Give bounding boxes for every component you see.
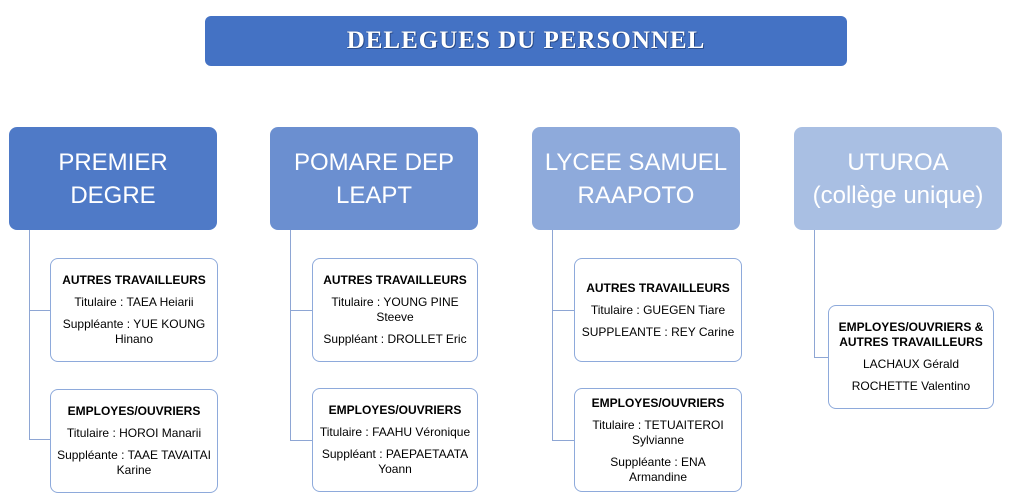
card-title: AUTRES TRAVAILLEURS — [62, 273, 206, 287]
card-line: ROCHETTE Valentino — [851, 379, 971, 393]
connector-vertical — [290, 230, 291, 440]
card-line: Titulaire : TETUAITEROI Sylvianne — [592, 417, 724, 447]
head-line: POMARE DEP — [293, 148, 455, 176]
head-pomare-dep — [270, 127, 478, 230]
card-title: EMPLOYES/OUVRIERS — [328, 403, 462, 417]
head-line: PREMIER — [58, 148, 168, 176]
card-autres-travailleurs — [312, 258, 478, 362]
head-line: RAAPOTO — [577, 181, 695, 209]
card-line: Suppléant : DROLLET Eric — [323, 332, 467, 346]
card-line: Titulaire : TAEA Heiarii — [74, 295, 194, 309]
card-title: AUTRES TRAVAILLEURS — [586, 280, 730, 295]
card-employes-ouvriers-autres — [828, 305, 994, 409]
card-line: Suppléant : PAEPAETAATA Yoann — [321, 447, 469, 476]
connector-horizontal — [814, 357, 828, 358]
card-employes-ouvriers — [312, 388, 478, 492]
card-title: AUTRES TRAVAILLEURS — [323, 273, 467, 287]
head-uturoa — [794, 127, 1002, 230]
head-line: (collège unique) — [812, 181, 984, 209]
card-employes-ouvriers — [574, 388, 742, 492]
head-premier-degre — [9, 127, 217, 230]
card-title: EMPLOYES/OUVRIERS — [67, 404, 201, 418]
card-line: Titulaire : HOROI Manarii — [66, 426, 202, 440]
card-title: EMPLOYES/OUVRIERS & AUTRES TRAVAILLEURS — [838, 320, 984, 349]
card-title: EMPLOYES/OUVRIERS — [591, 395, 725, 410]
connector-horizontal — [29, 439, 50, 440]
head-lycee-samuel-raapoto — [532, 127, 740, 230]
title-banner — [205, 16, 847, 66]
connector-horizontal — [29, 310, 50, 311]
head-line: LEAPT — [335, 181, 413, 209]
connector-horizontal — [552, 440, 574, 441]
card-line: LACHAUX Gérald — [862, 357, 960, 371]
diagram-title: DELEGUES DU PERSONNEL — [346, 27, 706, 54]
connector-horizontal — [290, 440, 312, 441]
connector-horizontal — [552, 310, 574, 311]
connector-horizontal — [290, 310, 312, 311]
card-line: Titulaire : GUEGEN Tiare — [590, 302, 726, 317]
card-line: Suppléante : ENA Armandine — [610, 454, 706, 484]
card-line: Titulaire : YOUNG PINE Steeve — [331, 295, 459, 324]
card-employes-ouvriers — [50, 389, 218, 493]
head-line: UTUROA — [847, 148, 949, 176]
head-line: DEGRE — [70, 181, 156, 209]
connector-vertical — [29, 230, 30, 439]
connector-vertical — [814, 230, 815, 357]
card-line: Titulaire : FAAHU Véronique — [319, 425, 471, 439]
card-autres-travailleurs — [50, 258, 218, 362]
connector-vertical — [552, 230, 553, 440]
card-line: Suppléante : YUE KOUNG Hinano — [62, 317, 206, 346]
head-line: LYCEE SAMUEL — [544, 148, 728, 176]
card-line: Suppléante : TAAE TAVAITAI Karine — [57, 448, 211, 477]
card-autres-travailleurs — [574, 258, 742, 362]
card-line: SUPPLEANTE : REY Carine — [581, 324, 735, 339]
